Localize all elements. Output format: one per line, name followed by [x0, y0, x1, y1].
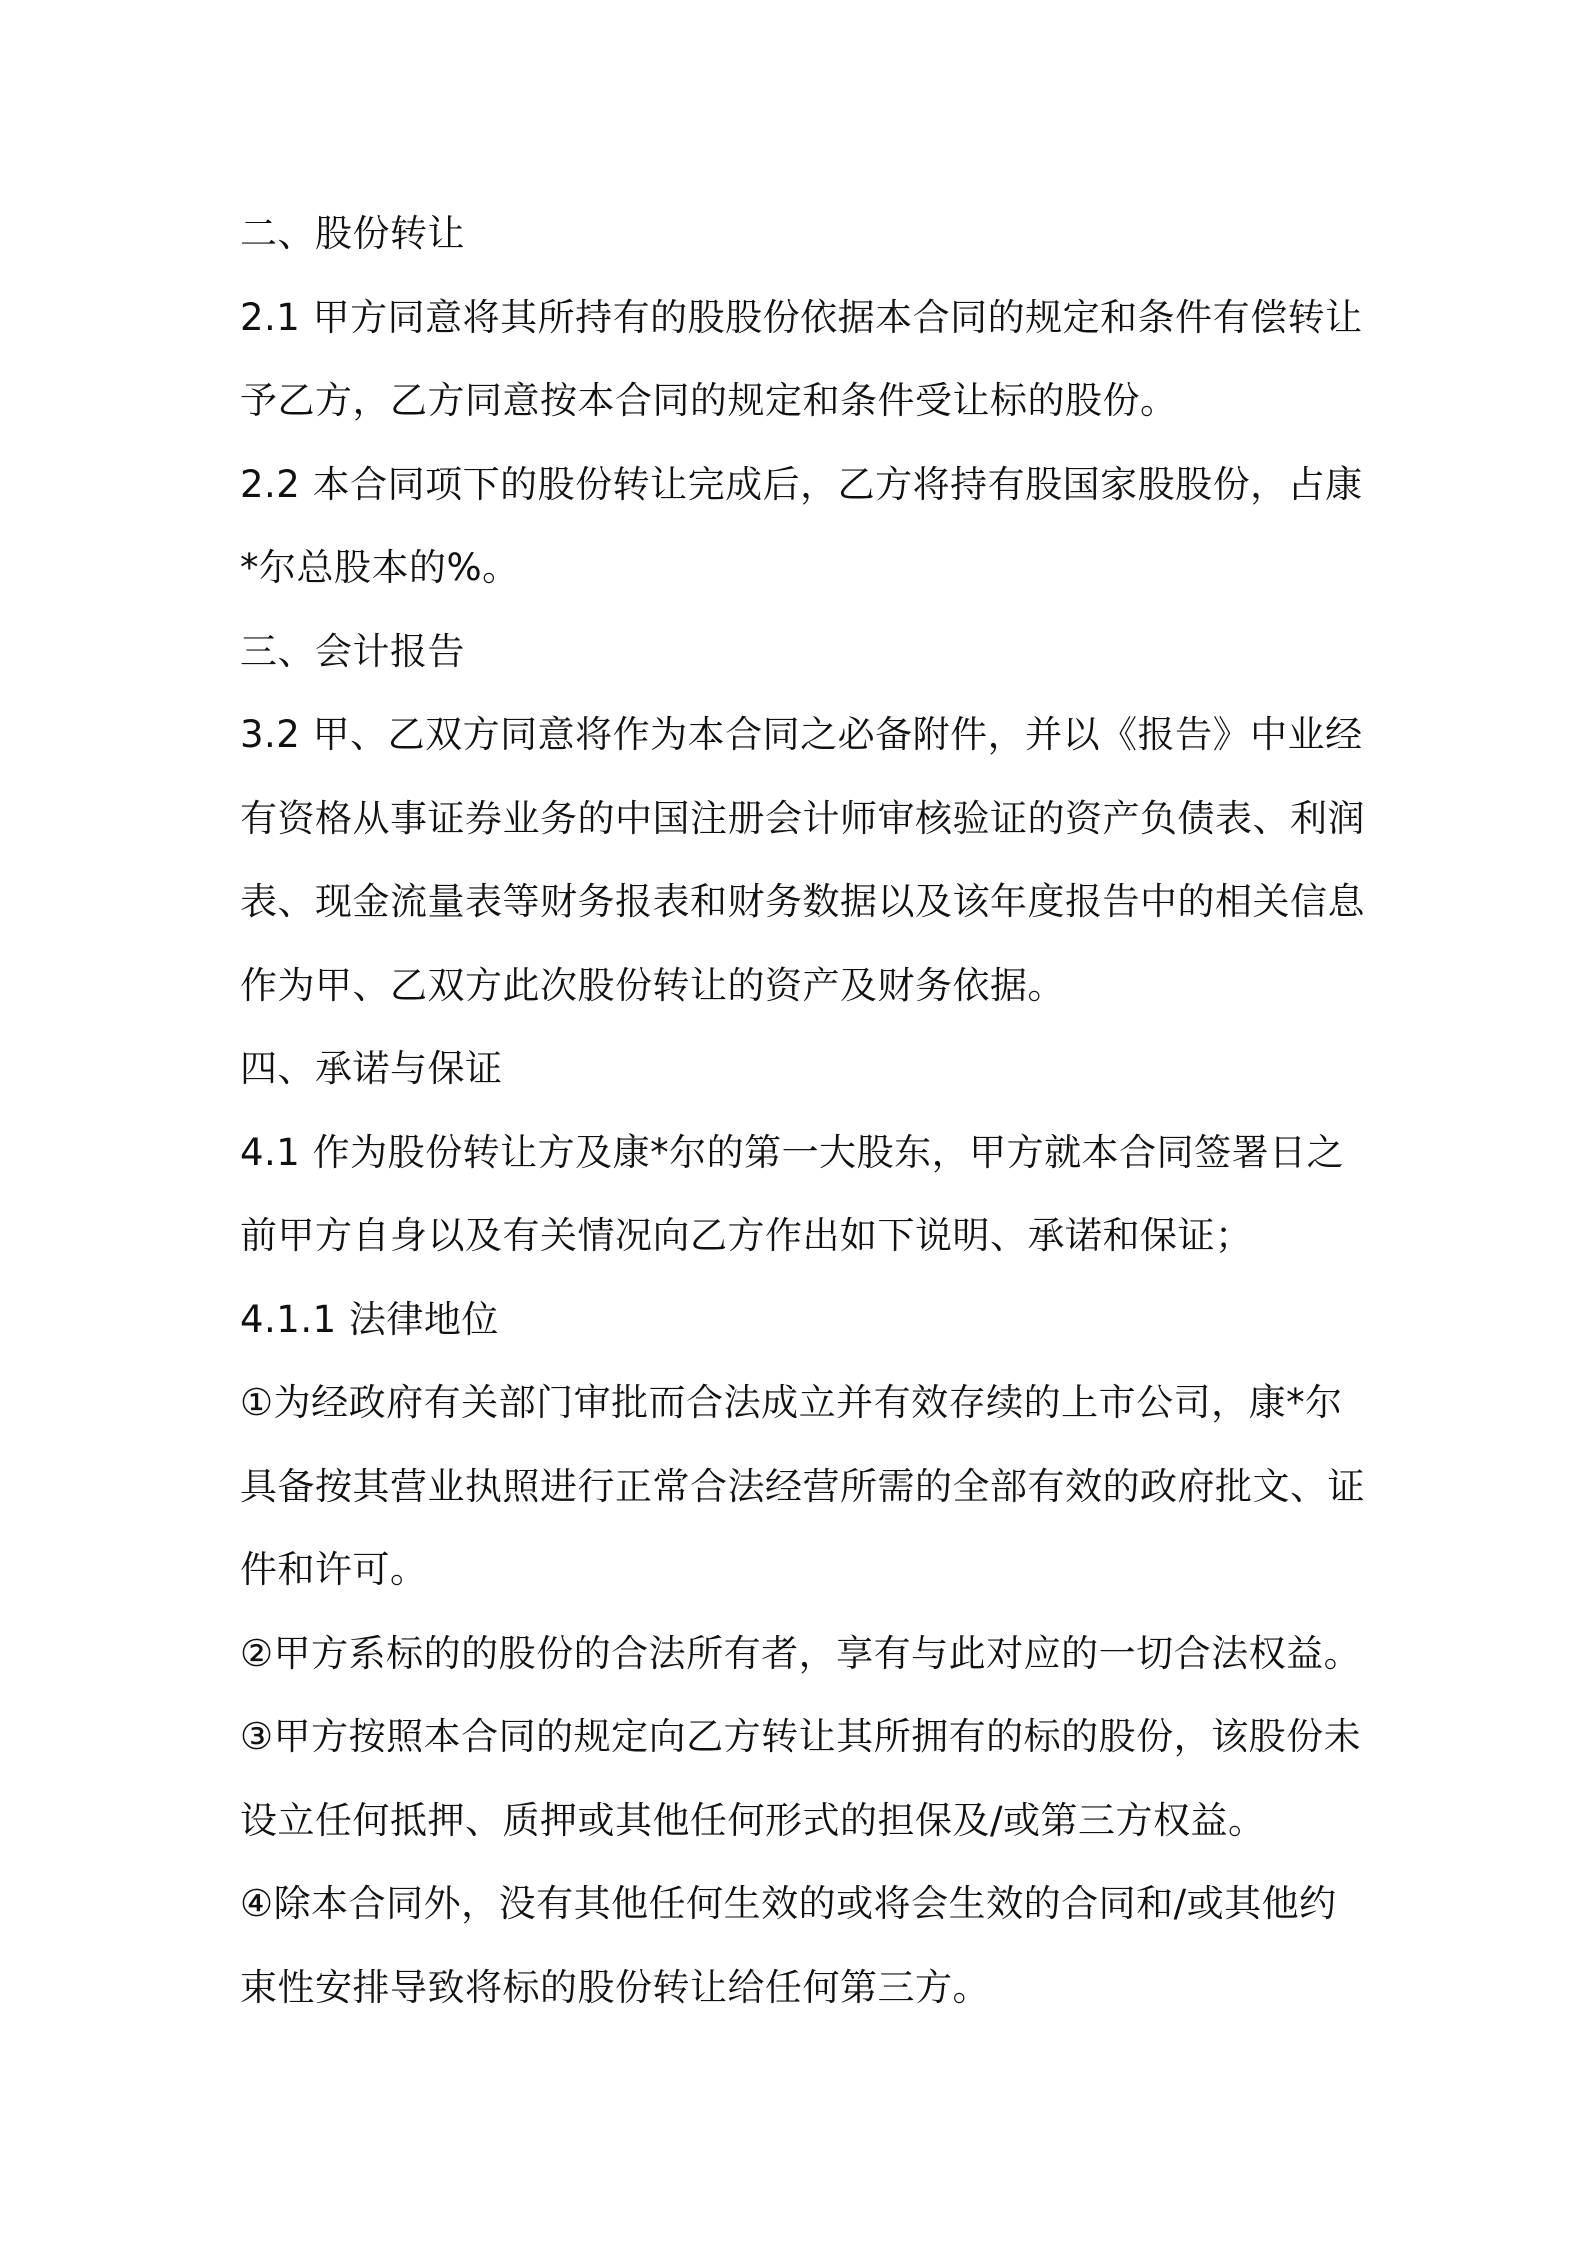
- paragraph-line: 具备按其营业执照进行正常合法经营所需的全部有效的政府批文、证: [240, 1464, 1365, 1508]
- section-heading-accounting-report: 三、会计报告: [240, 629, 465, 673]
- paragraph-line: 2.2 本合同项下的股份转让完成后，乙方将持有股国家股股份，占康: [240, 462, 1363, 506]
- paragraph-line: 设立任何抵押、质押或其他任何形式的担保及/或第三方权益。: [240, 1798, 1266, 1842]
- paragraph-line: 予乙方，乙方同意按本合同的规定和条件受让标的股份。: [240, 379, 1178, 422]
- document-body: [240, 192, 1365, 2029]
- subsection-heading-legal-status: 4.1.1 法律地位: [240, 1297, 499, 1341]
- paragraph-line: *尔总股本的%。: [240, 546, 520, 589]
- paragraph-line: ②甲方系标的的股份的合法所有者，享有与此对应的一切合法权益。: [240, 1631, 1362, 1675]
- paragraph-line: 件和许可。: [240, 1548, 428, 1591]
- paragraph-line: 表、现金流量表等财务报表和财务数据以及该年度报告中的相关信息: [240, 880, 1365, 923]
- paragraph-line: ③甲方按照本合同的规定向乙方转让其所拥有的标的股份，该股份未: [240, 1715, 1362, 1758]
- paragraph-line: ①为经政府有关部门审批而合法成立并有效存续的上市公司，康*尔: [240, 1381, 1343, 1424]
- paragraph-line: 前甲方自身以及有关情况向乙方作出如下说明、承诺和保证；: [240, 1214, 1253, 1257]
- section-heading-commitments: 四、承诺与保证: [240, 1047, 503, 1090]
- paragraph-line: 3.2 甲、乙双方同意将作为本合同之必备附件，并以《报告》中业经: [240, 713, 1363, 756]
- paragraph-line: 有资格从事证券业务的中国注册会计师审核验证的资产负债表、利润: [240, 796, 1365, 840]
- section-heading-share-transfer: 二、股份转让: [240, 212, 465, 255]
- paragraph-line: 束性安排导致将标的股份转让给任何第三方。: [240, 1965, 990, 2009]
- paragraph-line: 4.1 作为股份转让方及康*尔的第一大股东，甲方就本合同签署日之: [240, 1130, 1345, 1174]
- paragraph-line: 2.1 甲方同意将其所持有的股股份依据本合同的规定和条件有偿转让: [240, 295, 1363, 339]
- paragraph-line: 作为甲、乙双方此次股份转让的资产及财务依据。: [240, 963, 1065, 1007]
- paragraph-line: ④除本合同外，没有其他任何生效的或将会生效的合同和/或其他约: [240, 1882, 1337, 1925]
